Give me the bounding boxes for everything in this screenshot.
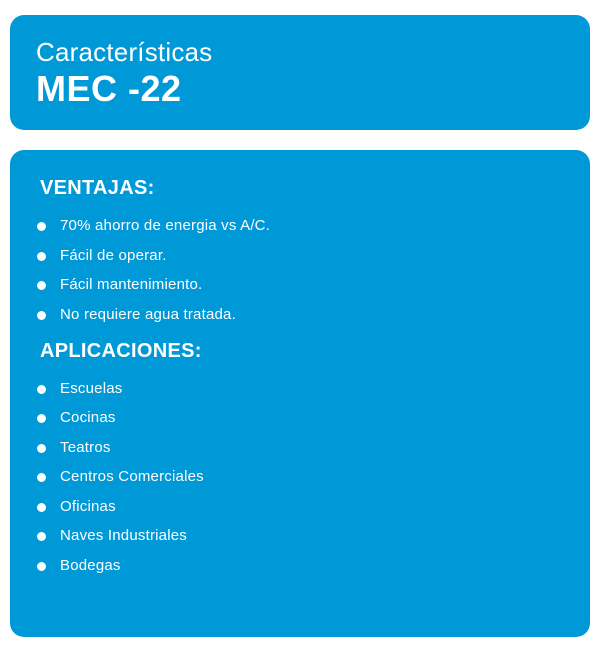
list-item-label: Teatros xyxy=(60,438,111,456)
list-item-label: Oficinas xyxy=(60,497,116,515)
list-item xyxy=(40,467,590,487)
list-item xyxy=(40,246,590,266)
header-subtitle: Características xyxy=(36,37,213,67)
list-item xyxy=(40,497,590,517)
list-item-label: Bodegas xyxy=(60,556,121,574)
bullet-icon xyxy=(37,311,46,320)
list-item xyxy=(40,216,590,236)
list-item xyxy=(40,556,590,576)
header-title: MEC -22 xyxy=(36,68,182,109)
bullet-icon xyxy=(37,444,46,453)
list-item-label: Fácil de operar. xyxy=(60,246,167,264)
bullet-icon xyxy=(37,222,46,231)
features-card xyxy=(10,150,590,637)
aplicaciones-heading: APLICACIONES: xyxy=(40,339,202,362)
header-card xyxy=(10,15,590,130)
aplicaciones-list xyxy=(40,379,590,576)
list-item xyxy=(40,438,590,458)
ventajas-list xyxy=(40,216,590,325)
list-item-label: Centros Comerciales xyxy=(60,468,204,485)
list-item xyxy=(40,408,590,428)
bullet-icon xyxy=(37,385,46,394)
bullet-icon xyxy=(37,281,46,290)
bullet-icon xyxy=(37,503,46,512)
bullet-icon xyxy=(37,414,46,423)
list-item-label: Naves Industriales xyxy=(60,527,187,544)
list-item xyxy=(40,275,590,295)
list-item-label: No requiere agua tratada. xyxy=(60,305,236,323)
list-item-label: Fácil mantenimiento. xyxy=(60,276,203,293)
list-item xyxy=(40,379,590,399)
list-item xyxy=(40,526,590,546)
list-item-label: 70% ahorro de energia vs A/C. xyxy=(60,217,271,234)
ventajas-heading: VENTAJAS: xyxy=(40,177,155,199)
bullet-icon xyxy=(37,473,46,482)
bullet-icon xyxy=(37,532,46,541)
bullet-icon xyxy=(37,252,46,261)
list-item xyxy=(40,305,590,325)
list-item-label: Cocinas xyxy=(60,409,116,426)
bullet-icon xyxy=(37,562,46,571)
list-item-label: Escuelas xyxy=(60,379,123,397)
